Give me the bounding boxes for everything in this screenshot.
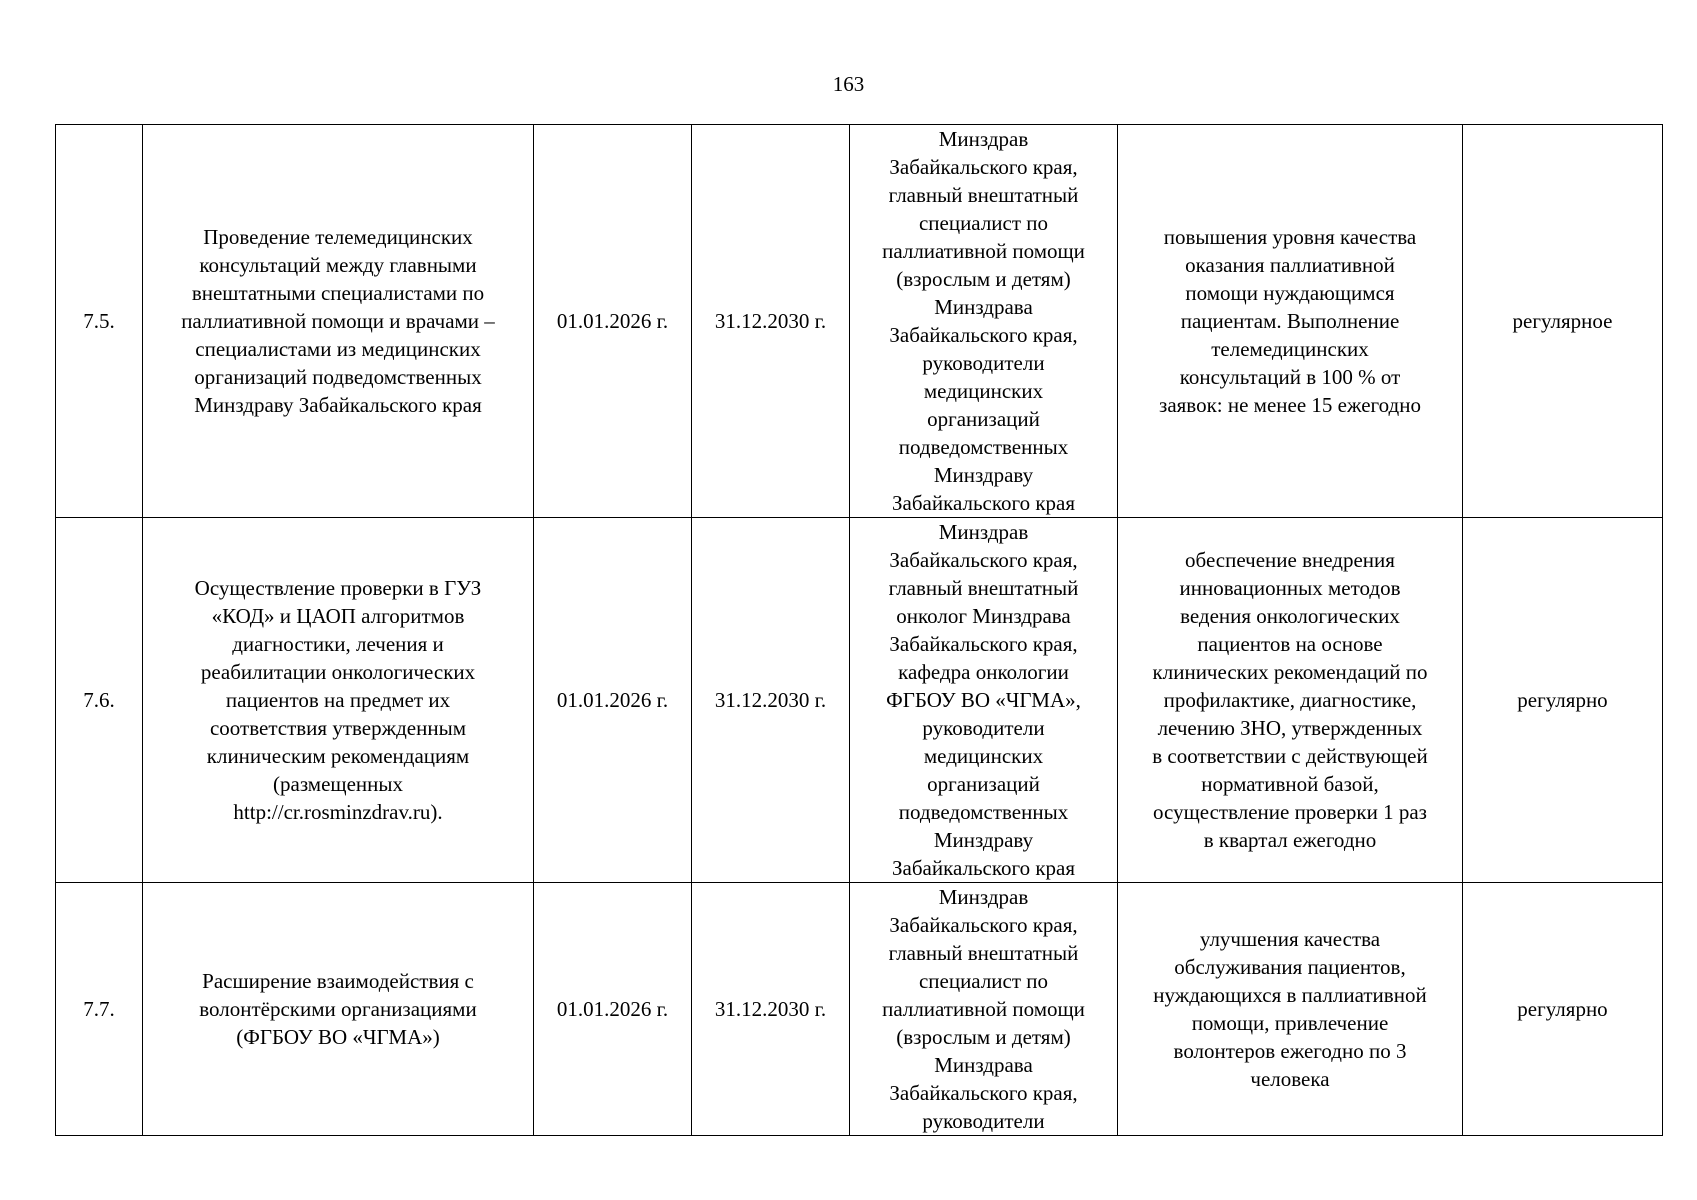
table-row (56, 518, 1663, 883)
row-number: 7.5. (56, 125, 143, 518)
start-date-cell: 01.01.2026 г. (534, 125, 692, 518)
start-date-cell: 01.01.2026 г. (534, 518, 692, 883)
result-cell: улучшения качества обслуживания пациентов, нуждающихся в паллиативной помощи, привлечение волонтеров ежегодно по 3 человека (1118, 883, 1463, 1136)
activities-table (55, 124, 1663, 1136)
row-number: 7.7. (56, 883, 143, 1136)
start-date-cell: 01.01.2026 г. (534, 883, 692, 1136)
activity-cell: Осуществление проверки в ГУЗ «КОД» и ЦАОП алгоритмов диагностики, лечения и реабилитации онкологических пациентов на предмет их соответствия утвержденным клиническим рекомендациям (размещенных http://cr.rosminzdrav.ru). (143, 518, 534, 883)
activity-cell: Проведение телемедицинских консультаций между главными внештатными специалистами по паллиативной помощи и врачами – специалистами из медицинских организаций подведомственных Минздраву Забайкальского края (143, 125, 534, 518)
end-date-cell: 31.12.2030 г. (692, 518, 850, 883)
page-number: 163 (832, 72, 865, 96)
table-row (56, 125, 1663, 518)
result-cell: обеспечение внедрения инновационных методов ведения онкологических пациентов на основе клинических рекомендаций по профилактике, диагностике, лечению ЗНО, утвержденных в соответствии с действующей нормативной базой, осуществление проверки 1 раз в квартал ежегодно (1118, 518, 1463, 883)
table-row (56, 883, 1663, 1136)
type-cell: регулярно (1463, 883, 1663, 1136)
result-cell: повышения уровня качества оказания паллиативной помощи нуждающимся пациентам. Выполнение телемедицинских консультаций в 100 % от заявок: не менее 15 ежегодно (1118, 125, 1463, 518)
activity-cell: Расширение взаимодействия с волонтёрскими организациями (ФГБОУ ВО «ЧГМА») (143, 883, 534, 1136)
type-cell: регулярное (1463, 125, 1663, 518)
type-cell: регулярно (1463, 518, 1663, 883)
responsible-cell: Минздрав Забайкальского края, главный внештатный специалист по паллиативной помощи (взрослым и детям) Минздрава Забайкальского края, руководители медицинских организаций подведомственных Минздраву Забайкальского края (850, 125, 1118, 518)
end-date-cell: 31.12.2030 г. (692, 125, 850, 518)
end-date-cell: 31.12.2030 г. (692, 883, 850, 1136)
responsible-cell: Минздрав Забайкальского края, главный внештатный специалист по паллиативной помощи (взрослым и детям) Минздрава Забайкальского края, руководители (850, 883, 1118, 1136)
responsible-cell: Минздрав Забайкальского края, главный внештатный онколог Минздрава Забайкальского края, кафедра онкологии ФГБОУ ВО «ЧГМА», руководители медицинских организаций подведомственных Минздраву Забайкальского края (850, 518, 1118, 883)
row-number: 7.6. (56, 518, 143, 883)
